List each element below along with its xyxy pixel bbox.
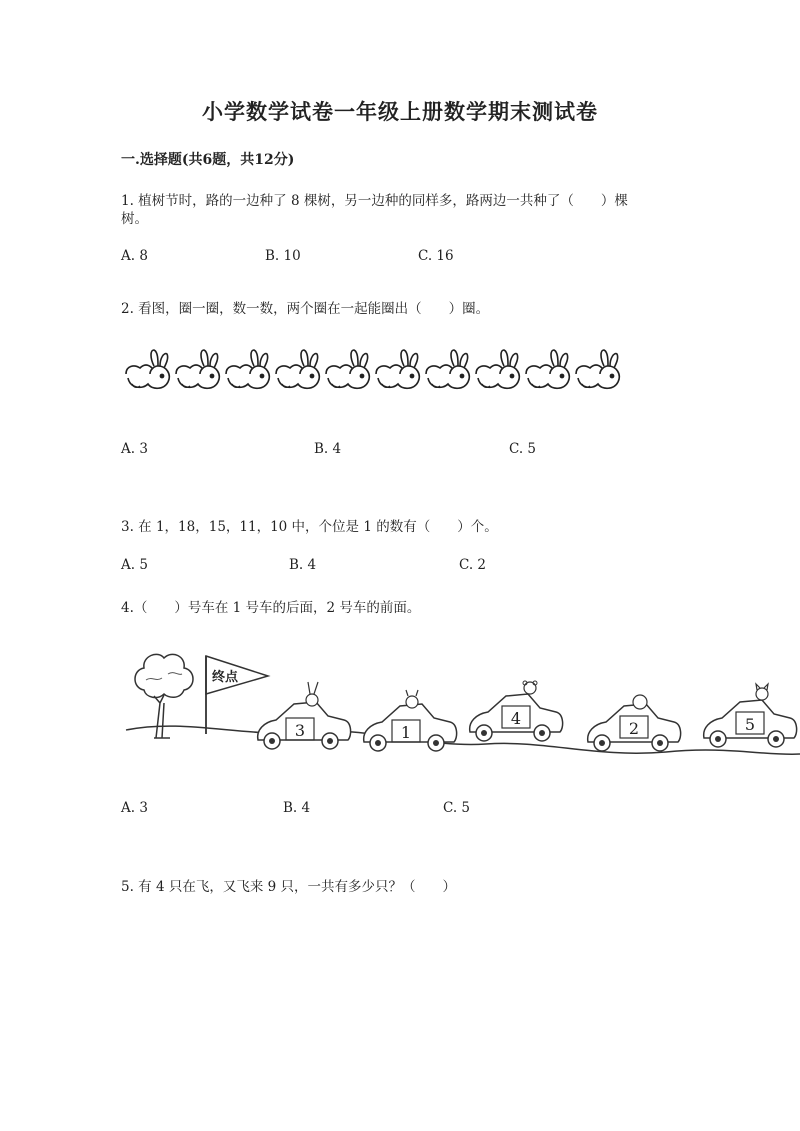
question-3-option-c[interactable]: C. 2 (459, 557, 487, 573)
car-number: 5 (744, 715, 756, 734)
car-number: 3 (294, 721, 306, 740)
rabbit-icon (576, 350, 619, 388)
finish-flag-icon (206, 656, 268, 734)
question-2-option-a[interactable]: A. 3 (121, 441, 148, 457)
rabbit-icon (326, 350, 369, 388)
question-4-option-a[interactable]: A. 3 (121, 800, 148, 816)
rabbit-icon (276, 350, 319, 388)
section-heading: 一.选择题(共6题，共12分) (121, 152, 295, 168)
rabbit-icon (476, 350, 519, 388)
question-3-option-a[interactable]: A. 5 (121, 557, 148, 573)
question-1-option-b[interactable]: B. 10 (265, 248, 301, 264)
question-3-text: 3. 在 1，18，15，11，10 中，个位是 1 的数有（ ）个。 (121, 519, 498, 535)
question-2-option-b[interactable]: B. 4 (314, 441, 342, 457)
race-car-3 (258, 682, 351, 749)
car-number: 4 (510, 709, 522, 728)
question-1-text-line1: 1. 植树节时，路的一边种了 8 棵树，另一边种的同样多，路两边一共种了（ ）棵 (121, 193, 628, 209)
rabbits-figure (124, 348, 624, 392)
race-car-1 (364, 690, 457, 751)
rabbit-icon (426, 350, 469, 388)
car-number: 1 (400, 723, 412, 742)
question-1-option-c[interactable]: C. 16 (418, 248, 454, 264)
rabbit-icon (526, 350, 569, 388)
question-2-option-c[interactable]: C. 5 (509, 441, 537, 457)
question-4-option-b[interactable]: B. 4 (283, 800, 311, 816)
question-5-text: 5. 有 4 只在飞，又飞来 9 只，一共有多少只？（ ） (121, 879, 457, 895)
question-2-text: 2. 看图，圈一圈，数一数，两个圈在一起能圈出（ ）圈。 (121, 301, 490, 317)
finish-flag-label: 终点 (212, 670, 239, 685)
question-3-option-b[interactable]: B. 4 (289, 557, 317, 573)
question-4-text: 4.（ ）号车在 1 号车的后面，2 号车的前面。 (121, 600, 421, 616)
page-title: 小学数学试卷一年级上册数学期末测试卷 (202, 99, 598, 124)
race-car-2 (588, 695, 681, 751)
rabbit-icon (126, 350, 169, 388)
rabbit-icon (176, 350, 219, 388)
race-figure (126, 648, 800, 780)
question-4-option-c[interactable]: C. 5 (443, 800, 471, 816)
question-1-text-line2: 树。 (121, 211, 148, 227)
race-car-4 (470, 681, 563, 741)
race-car-5 (704, 684, 797, 747)
question-1-option-a[interactable]: A. 8 (121, 248, 148, 264)
car-number: 2 (628, 719, 640, 738)
rabbit-icon (376, 350, 419, 388)
rabbit-icon (226, 350, 269, 388)
